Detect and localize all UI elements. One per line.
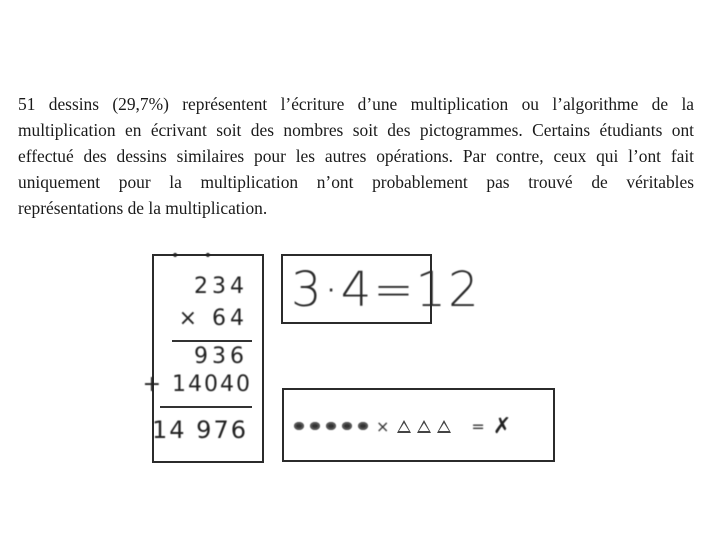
pictogram-row (294, 412, 511, 440)
equation-drawing (281, 254, 481, 324)
paragraph-line-3: effectué des dessins similaires pour les autres opérations. Par contre, ceux qui l’ont fait (18, 146, 694, 166)
triangle-pictogram-3 (437, 420, 451, 433)
equation-text: 3·4=12 (291, 262, 481, 318)
paragraph-line-1: 51 dessins (29,7%) représentent l’écriture d’une multiplication ou l’algorithme de la (18, 94, 694, 114)
carry-marks: • • (171, 248, 222, 264)
multiplication-algorithm-drawing (142, 248, 264, 463)
times-symbol: × (376, 416, 390, 436)
dot-pictogram-5 (358, 422, 368, 430)
final-product: 14 976 (152, 416, 248, 444)
multiplicand: 234 (194, 274, 248, 299)
paragraph-line-4: uniquement pour la multiplication n’ont probablement pas trouvé de véritables (18, 172, 694, 192)
dot-pictogram-1 (294, 422, 304, 430)
first-rule (172, 340, 252, 342)
paragraph-line-5: représentations de la multiplication. (18, 198, 268, 218)
body-paragraph (18, 91, 694, 221)
multiplier: × 64 (178, 306, 248, 331)
equals-symbol: = (471, 416, 485, 436)
dot-pictogram-4 (342, 422, 352, 430)
paragraph-line-2: multiplication en écrivant soit des nombres soit des pictogrammes. Certains étudiants ont (18, 120, 694, 140)
pictogram-drawing (282, 388, 555, 462)
result-pictogram: ✗ (492, 413, 512, 439)
partial-product-1: 936 (194, 344, 248, 369)
triangle-pictogram-2 (417, 420, 431, 433)
dot-pictogram-2 (310, 422, 320, 430)
second-rule (160, 406, 252, 408)
partial-product-2: + 14040 (142, 372, 252, 397)
dot-pictogram-3 (326, 422, 336, 430)
triangle-pictogram-1 (397, 420, 411, 433)
